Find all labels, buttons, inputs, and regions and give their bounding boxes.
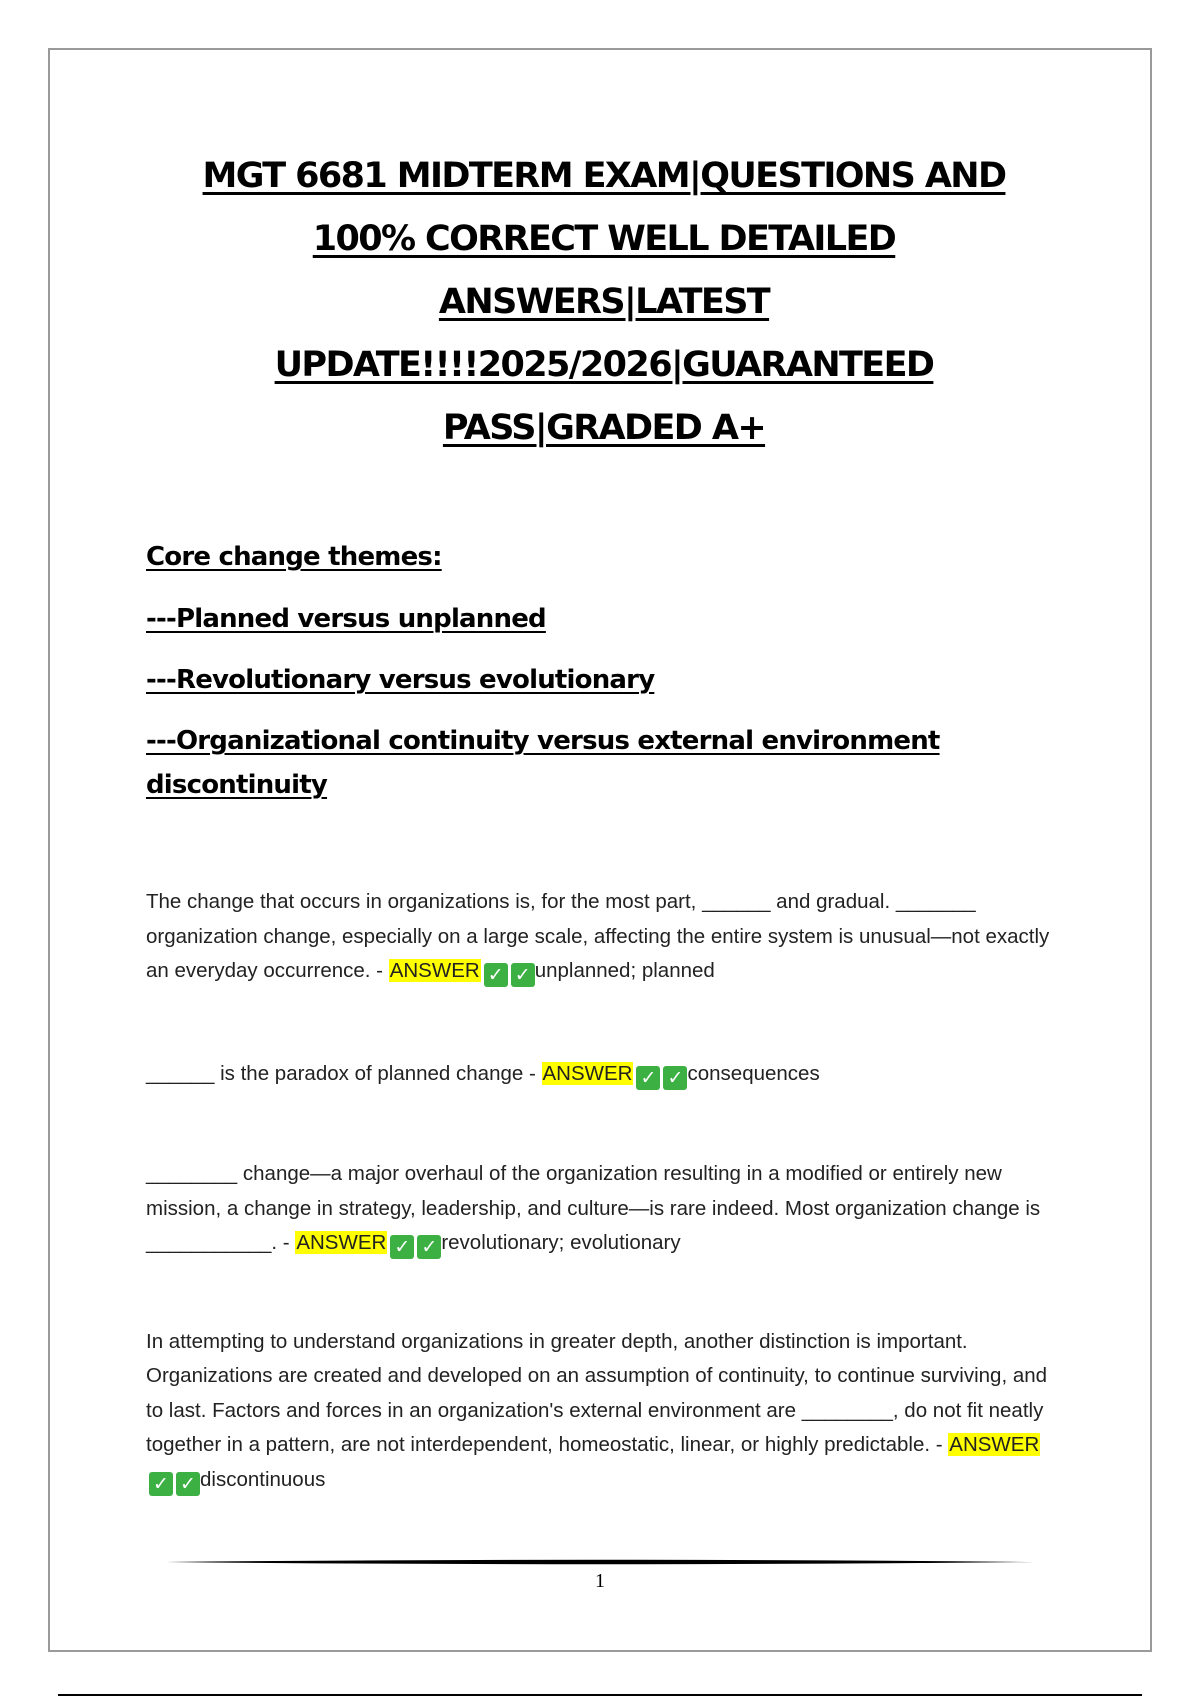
document-content	[146, 535, 1066, 1497]
page-number: 1	[595, 1570, 605, 1592]
title-line: UPDATE!!!!2025/2026|GUARANTEED	[274, 345, 934, 385]
question-block	[146, 1157, 1066, 1261]
check-mark-icon: ✓	[149, 1472, 173, 1496]
theme-item: ---Organizational continuity versus external environment discontinuity	[146, 726, 940, 800]
check-mark-icon: ✓	[484, 963, 508, 987]
check-mark-icon: ✓	[417, 1235, 441, 1259]
answer-label: ANSWER	[296, 1231, 387, 1254]
next-page-edge	[58, 1694, 1142, 1696]
title-line: MGT 6681 MIDTERM EXAM|QUESTIONS AND	[202, 156, 1006, 196]
check-mark-icon: ✓	[663, 1066, 687, 1090]
answer-text: discontinuous	[200, 1467, 326, 1491]
theme-item: ---Planned versus unplanned	[146, 604, 546, 634]
footer-divider	[166, 1559, 1034, 1565]
section-heading: Core change themes:	[146, 542, 442, 572]
title-line: PASS|GRADED A+	[442, 408, 766, 448]
question-block	[146, 1057, 1066, 1092]
question-text: The change that occurs in organizations is, for the most part, ______ and gradual. _______ organization change, especially on a large scale, affecting the entire system is unusual—not exactly an everyday occurrence. -	[146, 890, 1050, 982]
answer-text: unplanned; planned	[534, 959, 715, 982]
question-block	[146, 885, 1066, 989]
theme-item: ---Revolutionary versus evolutionary	[146, 665, 655, 695]
check-mark-icon: ✓	[636, 1066, 660, 1090]
question-text: ______ is the paradox of planned change -	[146, 1061, 542, 1085]
check-mark-icon: ✓	[176, 1472, 200, 1496]
question-text: ________ change—a major overhaul of the organization resulting in a modified or entirely new mission, a change in strategy, leadership, and culture—is rare indeed. Most organization change is ___________. -	[146, 1162, 1041, 1254]
answer-label: ANSWER	[949, 1433, 1040, 1456]
check-mark-icon: ✓	[511, 963, 535, 987]
answer-label: ANSWER	[542, 1061, 633, 1085]
answer-label: ANSWER	[389, 959, 480, 982]
question-block	[146, 1325, 1066, 1498]
title-line: 100% CORRECT WELL DETAILED	[312, 219, 896, 259]
document-title	[146, 145, 1062, 460]
question-text: In attempting to understand organizations in greater depth, another distinction is important. Organizations are created and developed on an assumption of continuity, to continue surviving, and to last. Factors and forces in an organization's external environment are ________, do not fit neatly together in a pattern, are not interdependent, homeostatic, linear, or highly predictable. -	[146, 1329, 1048, 1456]
title-line: ANSWERS|LATEST	[438, 282, 770, 322]
answer-text: consequences	[687, 1061, 820, 1085]
check-mark-icon: ✓	[390, 1235, 414, 1259]
answer-text: revolutionary; evolutionary	[441, 1231, 681, 1254]
